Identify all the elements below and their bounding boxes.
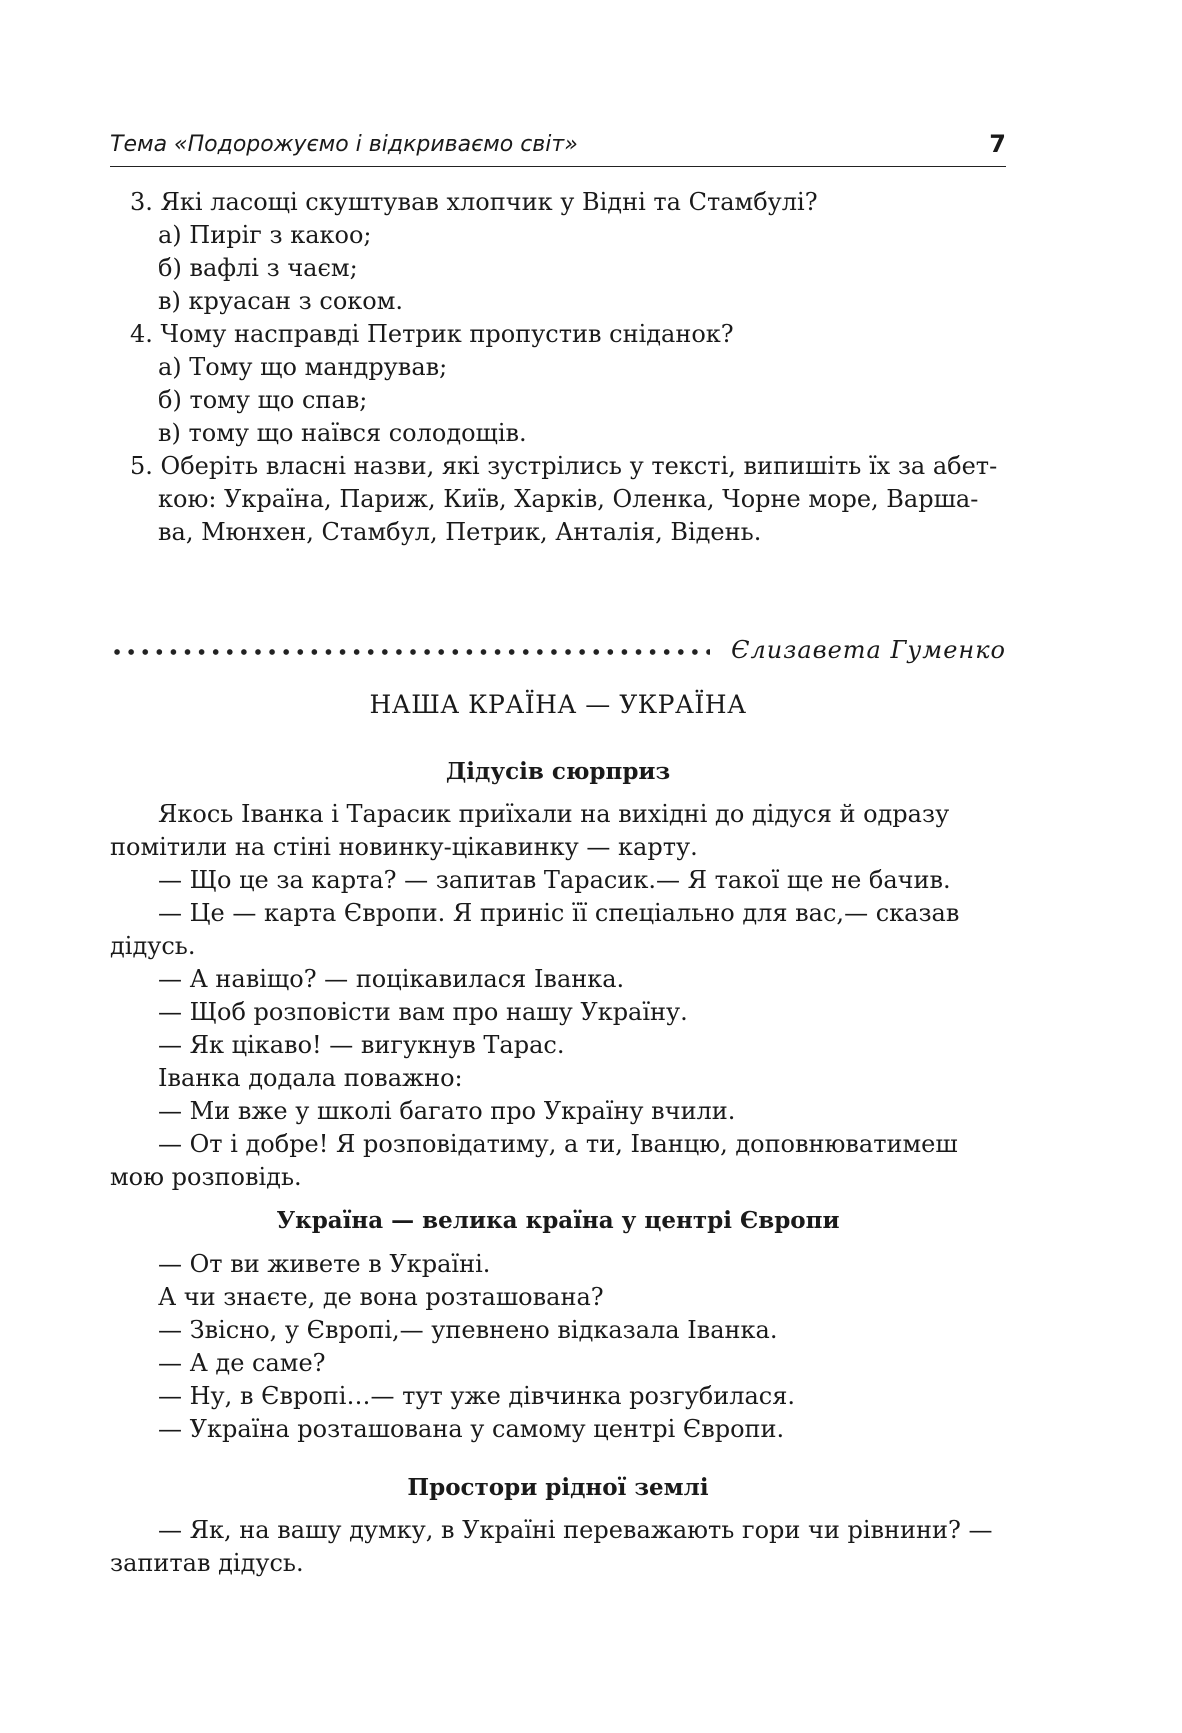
- running-header: [110, 132, 1006, 167]
- section-2-text: [110, 1248, 1006, 1446]
- question-5-line-3: ва, Мюнхен, Стамбул, Петрик, Анталія, Відень.: [158, 518, 762, 546]
- question-5: 5. Оберіть власні назви, які зустрілись у тексті, випишіть їх за абет-: [130, 452, 998, 480]
- question-3-option-a: а) Пиріг з какоо;: [158, 221, 372, 249]
- question-3: 3. Які ласощі скуштував хлопчик у Відні та Стамбулі?: [130, 188, 818, 216]
- story-author: Єлизавета Гуменко: [731, 636, 1006, 664]
- paragraph-line: Іванка додала поважно:: [158, 1064, 463, 1092]
- header-title: Тема «Подорожуємо і відкриваємо світ»: [110, 132, 578, 157]
- question-4-option-c: в) тому що наївся солодощів.: [158, 419, 527, 447]
- section-3-text: [110, 1514, 1006, 1580]
- story-title: НАША КРАЇНА — УКРАЇНА: [369, 690, 747, 719]
- section-heading-3: Простори рідної землі: [407, 1474, 709, 1501]
- author-row: [110, 636, 1006, 672]
- dialogue-line: — Щоб розповісти вам про нашу Україну.: [158, 998, 688, 1026]
- question-5-line-2: кою: Україна, Париж, Київ, Харків, Оленка, Чорне море, Варша-: [158, 485, 979, 513]
- dialogue-line: — А де саме?: [158, 1349, 326, 1377]
- dialogue-line: — От і добре! Я розповідатиму, а ти, Іванцю, доповнюватимеш: [158, 1130, 958, 1158]
- question-3-option-c: в) круасан з соком.: [158, 287, 404, 315]
- dialogue-line: — Звісно, у Європі,— упевнено відказала Іванка.: [158, 1316, 778, 1344]
- dialogue-line: — Як, на вашу думку, в Україні переважають гори чи рівнини? —: [158, 1516, 993, 1544]
- question-3-option-b: б) вафлі з чаєм;: [158, 254, 358, 282]
- dialogue-line: — Ну, в Європі…— тут уже дівчинка розгубилася.: [158, 1382, 795, 1410]
- dotted-leader: [110, 648, 710, 656]
- dialogue-line: — Що це за карта? — запитав Тарасик.— Я такої ще не бачив.: [158, 866, 951, 894]
- dialogue-line: мою розповідь.: [110, 1163, 302, 1191]
- question-4-option-b: б) тому що спав;: [158, 386, 368, 414]
- dialogue-line: — А навіщо? — поцікавилася Іванка.: [158, 965, 625, 993]
- dialogue-line: — Це — карта Європи. Я приніс її спеціально для вас,— сказав: [158, 899, 960, 927]
- dialogue-line: запитав дідусь.: [110, 1549, 304, 1577]
- paragraph-line: Якось Іванка і Тарасик приїхали на вихідні до дідуся й одразу: [158, 800, 950, 828]
- dialogue-line: А чи знаєте, де вона розташована?: [158, 1283, 604, 1311]
- paragraph-line: помітили на стіні новинку-цікавинку — карту.: [110, 833, 698, 861]
- question-4: 4. Чому насправді Петрик пропустив сніданок?: [130, 320, 734, 348]
- page-number: 7: [989, 130, 1006, 158]
- dialogue-line: — От ви живете в Україні.: [158, 1250, 491, 1278]
- section-1-text: [110, 798, 1006, 1194]
- section-heading-2: Україна — велика країна у центрі Європи: [276, 1207, 840, 1234]
- dialogue-line: — Як цікаво! — вигукнув Тарас.: [158, 1031, 565, 1059]
- dialogue-line: — Україна розташована у самому центрі Європи.: [158, 1415, 785, 1443]
- section-heading-1: Дідусів сюрприз: [445, 758, 671, 785]
- question-4-option-a: а) Тому що мандрував;: [158, 353, 448, 381]
- questions-block: [120, 186, 1006, 549]
- dialogue-line: — Ми вже у школі багато про Україну вчили.: [158, 1097, 736, 1125]
- dialogue-line: дідусь.: [110, 932, 196, 960]
